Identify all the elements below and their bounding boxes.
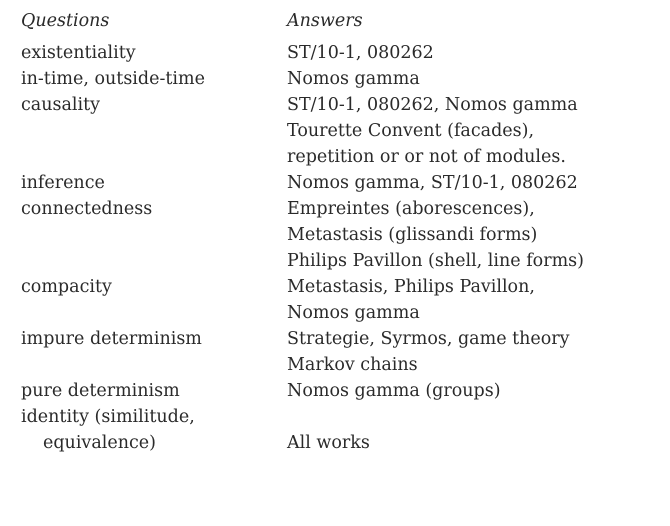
- table-row: [21, 196, 661, 222]
- question-cell: in-time, outside-time: [21, 69, 205, 89]
- question-cell: compacity: [21, 277, 112, 297]
- answer-cell: Empreintes (aborescences),: [287, 199, 535, 219]
- answers-heading: Answers: [287, 11, 363, 31]
- answer-cell: ST/10-1, 080262: [287, 43, 434, 63]
- answer-cell: All works: [287, 433, 370, 453]
- table-row: [21, 144, 661, 170]
- answer-cell: Nomos gamma, ST/10-1, 080262: [287, 173, 578, 193]
- table-row: [21, 170, 661, 196]
- question-cell: existentiality: [21, 43, 136, 63]
- table-row: [21, 404, 661, 430]
- question-cell: inference: [21, 173, 105, 193]
- table-row: [21, 118, 661, 144]
- answer-cell: Tourette Convent (facades),: [287, 121, 535, 141]
- table-row: [21, 248, 661, 274]
- table-row: [21, 352, 661, 378]
- answer-cell: Nomos gamma (groups): [287, 381, 501, 401]
- table-row: [21, 222, 661, 248]
- questions-heading: Questions: [21, 11, 110, 31]
- answer-cell: Markov chains: [287, 355, 418, 375]
- table-row: [21, 40, 661, 66]
- table-header: [21, 6, 661, 36]
- answer-cell: Philips Pavillon (shell, line forms): [287, 251, 584, 271]
- table-row: [21, 326, 661, 352]
- answer-cell: Nomos gamma: [287, 69, 420, 89]
- questions-answers-table: [21, 6, 661, 456]
- table-row: [21, 66, 661, 92]
- question-cell: pure determinism: [21, 381, 180, 401]
- answer-cell: Strategie, Syrmos, game theory: [287, 329, 570, 349]
- table-row: [21, 274, 661, 300]
- question-cell: impure determinism: [21, 329, 202, 349]
- table-row: [21, 430, 661, 456]
- answer-cell: Metastasis, Philips Pavillon,: [287, 277, 535, 297]
- question-cell-continuation: equivalence): [43, 433, 156, 453]
- answer-cell: repetition or or not of modules.: [287, 147, 566, 167]
- question-cell: connectedness: [21, 199, 153, 219]
- question-cell: causality: [21, 95, 101, 115]
- question-cell: identity (similitude,: [21, 407, 195, 427]
- table-row: [21, 92, 661, 118]
- table-row: [21, 300, 661, 326]
- table-row: [21, 378, 661, 404]
- answer-cell: Metastasis (glissandi forms): [287, 225, 538, 245]
- answer-cell: ST/10-1, 080262, Nomos gamma: [287, 95, 578, 115]
- answer-cell: Nomos gamma: [287, 303, 420, 323]
